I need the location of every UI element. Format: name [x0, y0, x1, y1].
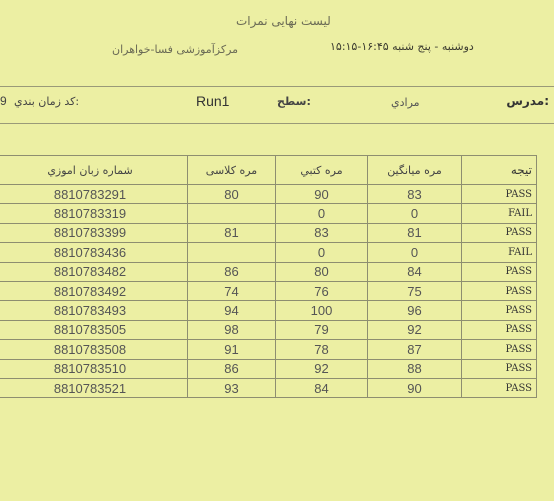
- level-value: Run1: [196, 93, 230, 109]
- table-row: [0, 262, 537, 281]
- student-id-cell: 8810783510: [0, 359, 188, 378]
- table-row: [0, 223, 537, 242]
- student-id-cell: 8810783399: [0, 223, 188, 242]
- student-id-cell: 8810783436: [0, 243, 188, 262]
- student-id-cell: 8810783482: [0, 262, 188, 281]
- class-score-cell: 81: [188, 223, 276, 242]
- student-id-cell: 8810783319: [0, 204, 188, 223]
- timecode-value: 9: [0, 94, 7, 108]
- header-divider: [0, 86, 554, 87]
- written-score-cell: 84: [276, 378, 368, 397]
- midterm-score-cell: 0: [368, 243, 462, 262]
- midterm-score-cell: 87: [368, 340, 462, 359]
- result-cell: PASS: [462, 320, 537, 339]
- midterm-score-cell: 92: [368, 320, 462, 339]
- class-schedule: دوشنبه - پنج شنبه ۱۶:۴۵-۱۵:۱۵: [330, 40, 474, 53]
- written-score-cell: 92: [276, 359, 368, 378]
- table-row: [0, 281, 537, 300]
- result-cell: PASS: [462, 223, 537, 242]
- result-cell: PASS: [462, 262, 537, 281]
- table-row: [0, 301, 537, 320]
- timecode-label: كد زمان بندي:: [14, 95, 80, 108]
- result-cell: PASS: [462, 301, 537, 320]
- grades-table: [0, 155, 537, 398]
- info-divider: [0, 123, 554, 124]
- result-cell: FAIL: [462, 243, 537, 262]
- result-cell: PASS: [462, 359, 537, 378]
- midterm-score-cell: 88: [368, 359, 462, 378]
- header-class-score: مره کلاسی: [188, 156, 276, 185]
- class-score-cell: 74: [188, 281, 276, 300]
- table-row: [0, 185, 537, 204]
- student-id-cell: 8810783492: [0, 281, 188, 300]
- header-student-id: شماره زبان اموزي: [0, 156, 188, 185]
- class-score-cell: 86: [188, 262, 276, 281]
- table-header-row: [0, 156, 537, 185]
- class-score-cell: 91: [188, 340, 276, 359]
- grades-table-body: [0, 185, 537, 398]
- written-score-cell: 76: [276, 281, 368, 300]
- result-cell: PASS: [462, 281, 537, 300]
- written-score-cell: 0: [276, 243, 368, 262]
- midterm-score-cell: 0: [368, 204, 462, 223]
- header-midterm-score: مره میانگین: [368, 156, 462, 185]
- result-cell: PASS: [462, 340, 537, 359]
- table-row: [0, 243, 537, 262]
- teacher-label: مدرس:: [506, 94, 549, 108]
- class-score-cell: 93: [188, 378, 276, 397]
- level-label: سطح:: [277, 95, 311, 108]
- student-id-cell: 8810783493: [0, 301, 188, 320]
- midterm-score-cell: 81: [368, 223, 462, 242]
- midterm-score-cell: 75: [368, 281, 462, 300]
- document-title: لیست نهایی نمرات: [236, 14, 331, 28]
- table-row: [0, 320, 537, 339]
- midterm-score-cell: 84: [368, 262, 462, 281]
- midterm-score-cell: 83: [368, 185, 462, 204]
- header-result: تیجه: [462, 156, 537, 185]
- table-row: [0, 359, 537, 378]
- student-id-cell: 8810783508: [0, 340, 188, 359]
- midterm-score-cell: 90: [368, 378, 462, 397]
- result-cell: PASS: [462, 185, 537, 204]
- education-center-name: مرکزآموزشی فسا-خواهران: [112, 43, 239, 56]
- class-score-cell: 86: [188, 359, 276, 378]
- written-score-cell: 100: [276, 301, 368, 320]
- student-id-cell: 8810783521: [0, 378, 188, 397]
- written-score-cell: 83: [276, 223, 368, 242]
- student-id-cell: 8810783291: [0, 185, 188, 204]
- written-score-cell: 79: [276, 320, 368, 339]
- table-row: [0, 378, 537, 397]
- table-row: [0, 340, 537, 359]
- class-score-cell: 80: [188, 185, 276, 204]
- class-score-cell: 98: [188, 320, 276, 339]
- student-id-cell: 8810783505: [0, 320, 188, 339]
- teacher-name: مرادي: [391, 96, 420, 109]
- written-score-cell: 0: [276, 204, 368, 223]
- result-cell: FAIL: [462, 204, 537, 223]
- written-score-cell: 78: [276, 340, 368, 359]
- table-row: [0, 204, 537, 223]
- header-written-score: مره کتبي: [276, 156, 368, 185]
- class-score-cell: 94: [188, 301, 276, 320]
- result-cell: PASS: [462, 378, 537, 397]
- class-score-cell: [188, 204, 276, 223]
- written-score-cell: 90: [276, 185, 368, 204]
- midterm-score-cell: 96: [368, 301, 462, 320]
- class-score-cell: [188, 243, 276, 262]
- written-score-cell: 80: [276, 262, 368, 281]
